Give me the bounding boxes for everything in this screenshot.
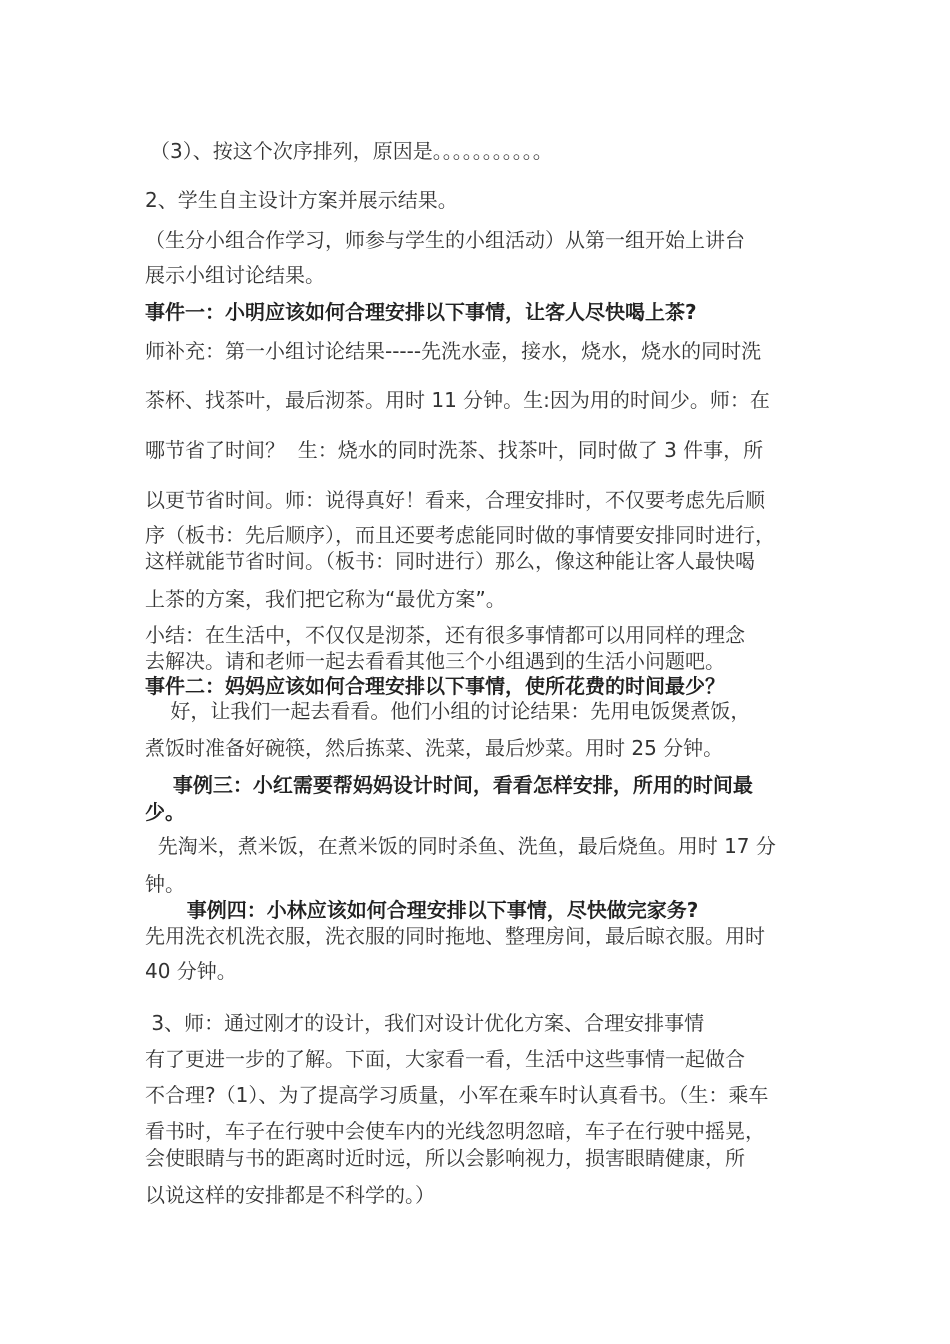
text-line-23: 先用洗衣机洗衣服，洗衣服的同时拖地、整理房间，最后晾衣服。用时 <box>145 924 765 948</box>
text-line-20: 先淘米，煮米饭，在煮米饭的同时杀鱼、洗鱼，最后烧鱼。用时 17 分 <box>145 834 776 858</box>
text-line-11: 这样就能节省时间。（板书：同时进行）那么，像这种能让客人最快喝 <box>145 549 755 573</box>
text-line-9: 以更节省时间。师：说得真好！看来，合理安排时，不仅要考虑先后顺 <box>145 488 765 512</box>
text-line-6: 师补充：第一小组讨论结果-----先洗水壶，接水，烧水，烧水的同时洗 <box>145 339 762 363</box>
text-line-4: 展示小组讨论结果。 <box>145 263 325 287</box>
text-line-28: 看书时，车子在行驶中会使车内的光线忽明忽暗，车子在行驶中摇晃， <box>145 1119 765 1143</box>
text-line-7: 茶杯、找茶叶，最后沏茶。用时 11 分钟。生:因为用的时间少。师：在 <box>145 388 770 412</box>
example-3-heading-cont: 少。 <box>145 800 185 824</box>
summary-line-1: 小结：在生活中，不仅仅是沏茶，还有很多事情都可以用同样的理念 <box>145 623 745 647</box>
text-line-10: 序（板书：先后顺序），而且还要考虑能同时做的事情要安排同时进行， <box>145 523 775 547</box>
text-line-1: （3）、按这个次序排列，原因是。。。。。。。。。。。 <box>150 139 553 163</box>
text-line-3: （生分小组合作学习，师参与学生的小组活动）从第一组开始上讲台 <box>145 228 745 252</box>
example-3-heading: 事例三：小红需要帮妈妈设计时间，看看怎样安排，所用的时间最 <box>145 773 753 797</box>
summary-line-2: 去解决。请和老师一起去看看其他三个小组遇到的生活小问题吧。 <box>145 649 725 673</box>
text-line-26: 有了更进一步的了解。下面，大家看一看，生活中这些事情一起做合 <box>145 1047 745 1071</box>
event-2-heading: 事件二：妈妈应该如何合理安排以下事情，使所花费的时间最少？ <box>145 674 725 698</box>
text-line-21: 钟。 <box>145 872 185 896</box>
text-line-30: 以说这样的安排都是不科学的。） <box>145 1183 435 1207</box>
section-3-heading: 3、师：通过刚才的设计，我们对设计优化方案、合理安排事情 <box>145 1011 705 1035</box>
text-line-27: 不合理?（1）、为了提高学习质量，小军在乘车时认真看书。（生：乘车 <box>145 1083 769 1107</box>
event-1-heading: 事件一：小明应该如何合理安排以下事情，让客人尽快喝上茶? <box>145 300 697 324</box>
text-line-17: 煮饭时准备好碗筷，然后拣菜、洗菜，最后炒菜。用时 25 分钟。 <box>145 736 724 760</box>
text-line-16: 好，让我们一起去看看。他们小组的讨论结果：先用电饭煲煮饭， <box>145 699 751 723</box>
text-line-8: 哪节省了时间？ 生：烧水的同时洗茶、找茶叶，同时做了 3 件事，所 <box>145 438 764 462</box>
text-line-29: 会使眼睛与书的距离时近时远，所以会影响视力，损害眼睛健康，所 <box>145 1146 745 1170</box>
section-2-heading: 2、学生自主设计方案并展示结果。 <box>145 188 458 212</box>
example-4-heading: 事例四：小林应该如何合理安排以下事情，尽快做完家务? <box>145 898 699 922</box>
text-line-24: 40 分钟。 <box>145 959 237 983</box>
text-line-12: 上茶的方案，我们把它称为“最优方案”。 <box>145 587 506 611</box>
